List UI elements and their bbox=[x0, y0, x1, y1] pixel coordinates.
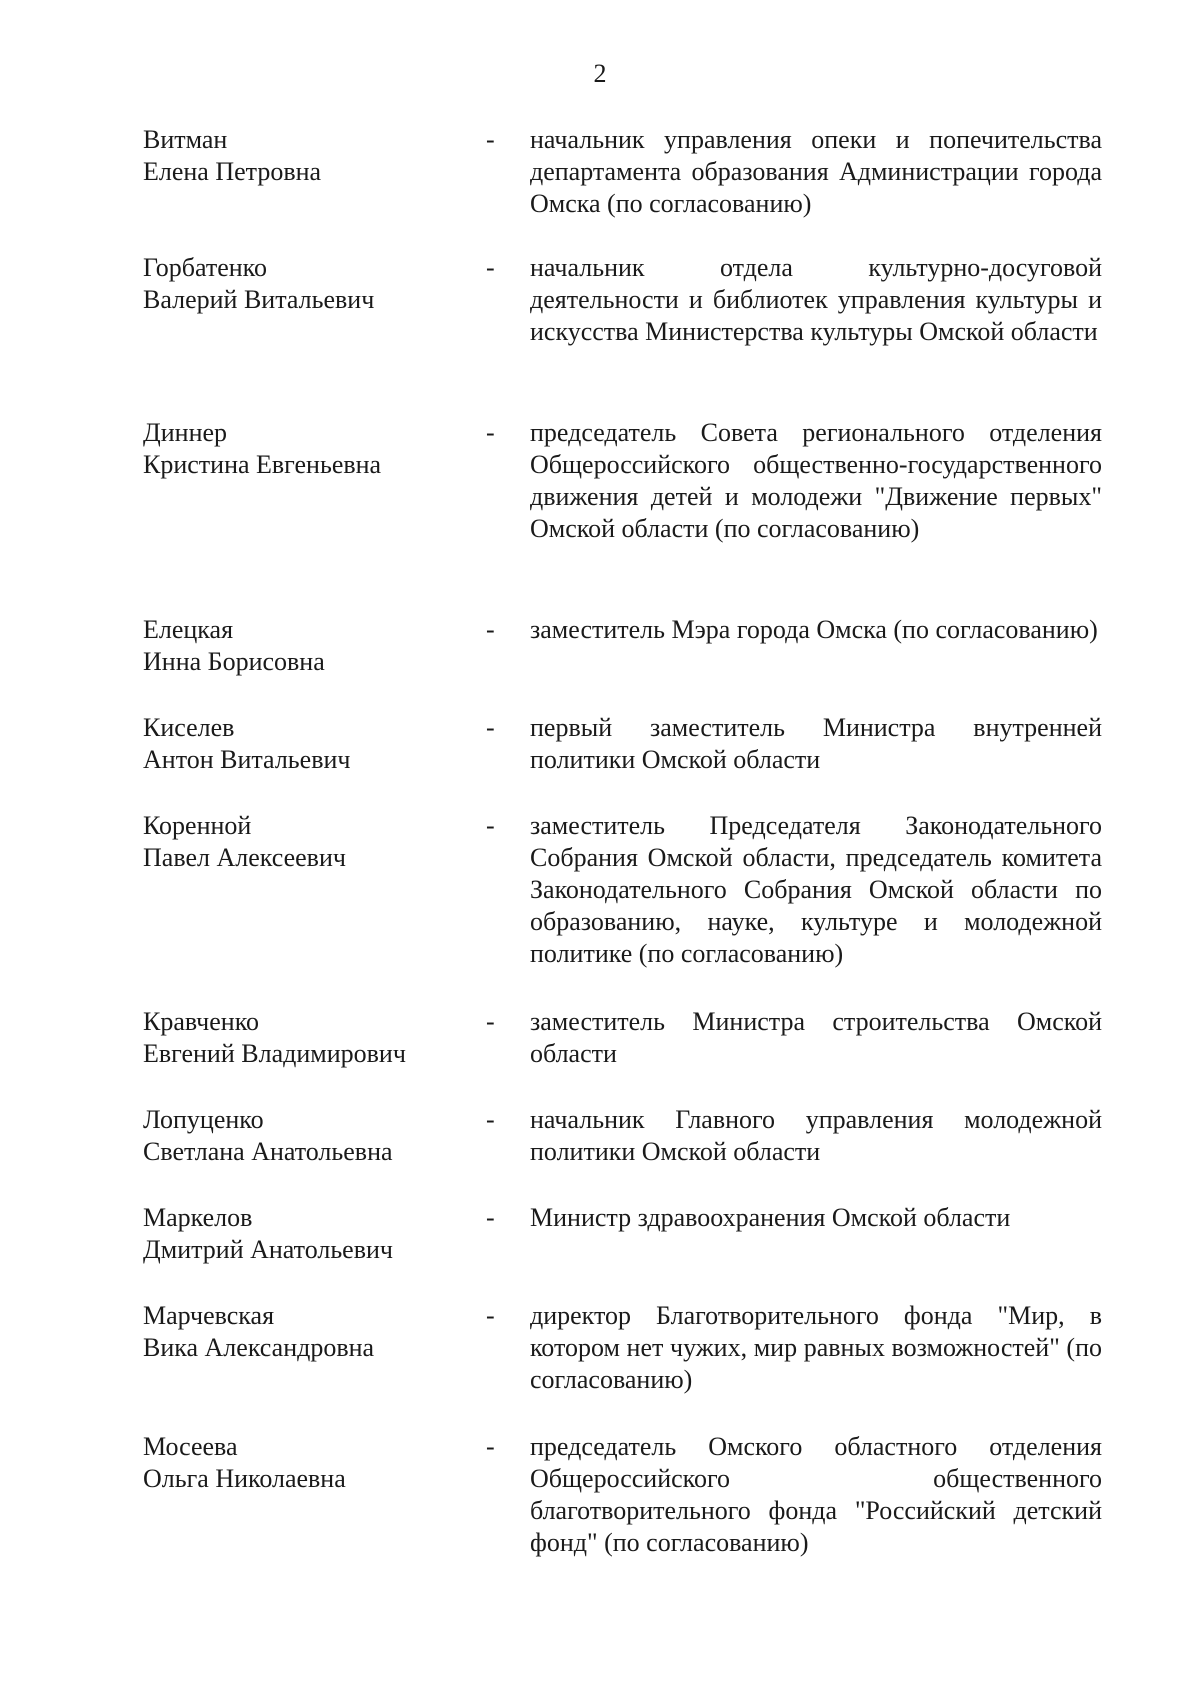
member-name bbox=[143, 712, 473, 776]
member-given-names: Светлана Анатольевна bbox=[143, 1137, 393, 1166]
member-role: начальник отдела культурно-досуговой деятельности и библиотек управления культуры и искусства Министерства культуры Омской области bbox=[530, 253, 1102, 346]
member-surname: Мосеева bbox=[143, 1432, 238, 1461]
member-role: заместитель Председателя Законодательного Собрания Омской области, председатель комитета Законодательного Собрания Омской области по образованию, науке, культуре и молодежной политике (по согласованию) bbox=[530, 811, 1102, 968]
member-given-names: Елена Петровна bbox=[143, 157, 322, 186]
member-role: заместитель Министра строительства Омской области bbox=[530, 1007, 1102, 1068]
dash-separator: - bbox=[486, 1203, 495, 1232]
dash-separator: - bbox=[486, 1007, 495, 1036]
member-given-names: Инна Борисовна bbox=[143, 647, 325, 676]
dash-separator: - bbox=[486, 811, 495, 840]
member-name bbox=[143, 252, 473, 316]
member-role: начальник управления опеки и попечительства департамента образования Администрации города Омска (по согласованию) bbox=[530, 125, 1102, 218]
member-role: начальник Главного управления молодежной политики Омской области bbox=[530, 1105, 1102, 1166]
member-name bbox=[143, 810, 473, 874]
member-name bbox=[143, 1006, 473, 1070]
member-surname: Витман bbox=[143, 125, 228, 154]
member-given-names: Кристина Евгеньевна bbox=[143, 450, 382, 479]
member-given-names: Павел Алексеевич bbox=[143, 843, 346, 872]
member-role: первый заместитель Министра внутренней политики Омской области bbox=[530, 713, 1102, 774]
page-number: 2 bbox=[593, 59, 607, 88]
member-surname: Диннер bbox=[143, 418, 228, 447]
member-surname: Елецкая bbox=[143, 615, 234, 644]
member-name bbox=[143, 1431, 473, 1495]
member-given-names: Валерий Витальевич bbox=[143, 285, 375, 314]
dash-separator: - bbox=[486, 1105, 495, 1134]
member-surname: Коренной bbox=[143, 811, 252, 840]
member-role: председатель Совета регионального отделения Общероссийского общественно-государственного движения детей и молодежи "Движение первых" Омской области (по согласованию) bbox=[530, 418, 1102, 543]
member-surname: Киселев bbox=[143, 713, 235, 742]
member-given-names: Антон Витальевич bbox=[143, 745, 351, 774]
member-name bbox=[143, 124, 473, 188]
member-role: председатель Омского областного отделения Общероссийского общественного благотворительного фонда "Российский детский фонд" (по согласованию) bbox=[530, 1432, 1102, 1557]
member-role: заместитель Мэра города Омска (по согласованию) bbox=[530, 615, 1098, 644]
member-given-names: Дмитрий Анатольевич bbox=[143, 1235, 393, 1264]
member-name bbox=[143, 1300, 473, 1364]
member-name bbox=[143, 1202, 473, 1266]
dash-separator: - bbox=[486, 713, 495, 742]
member-surname: Горбатенко bbox=[143, 253, 267, 282]
member-surname: Лопуценко bbox=[143, 1105, 264, 1134]
dash-separator: - bbox=[486, 1301, 495, 1330]
member-given-names: Ольга Николаевна bbox=[143, 1464, 346, 1493]
dash-separator: - bbox=[486, 418, 495, 447]
member-surname: Кравченко bbox=[143, 1007, 260, 1036]
member-surname: Маркелов bbox=[143, 1203, 253, 1232]
member-given-names: Евгений Владимирович bbox=[143, 1039, 406, 1068]
dash-separator: - bbox=[486, 615, 495, 644]
member-surname: Марчевская bbox=[143, 1301, 275, 1330]
member-role: Министр здравоохранения Омской области bbox=[530, 1203, 1011, 1232]
member-given-names: Вика Александровна bbox=[143, 1333, 375, 1362]
member-name bbox=[143, 614, 473, 678]
dash-separator: - bbox=[486, 253, 495, 282]
dash-separator: - bbox=[486, 1432, 495, 1461]
dash-separator: - bbox=[486, 125, 495, 154]
member-name bbox=[143, 1104, 473, 1168]
member-role: директор Благотворительного фонда "Мир, в котором нет чужих, мир равных возможностей" (по согласованию) bbox=[530, 1301, 1102, 1394]
member-name bbox=[143, 417, 473, 481]
